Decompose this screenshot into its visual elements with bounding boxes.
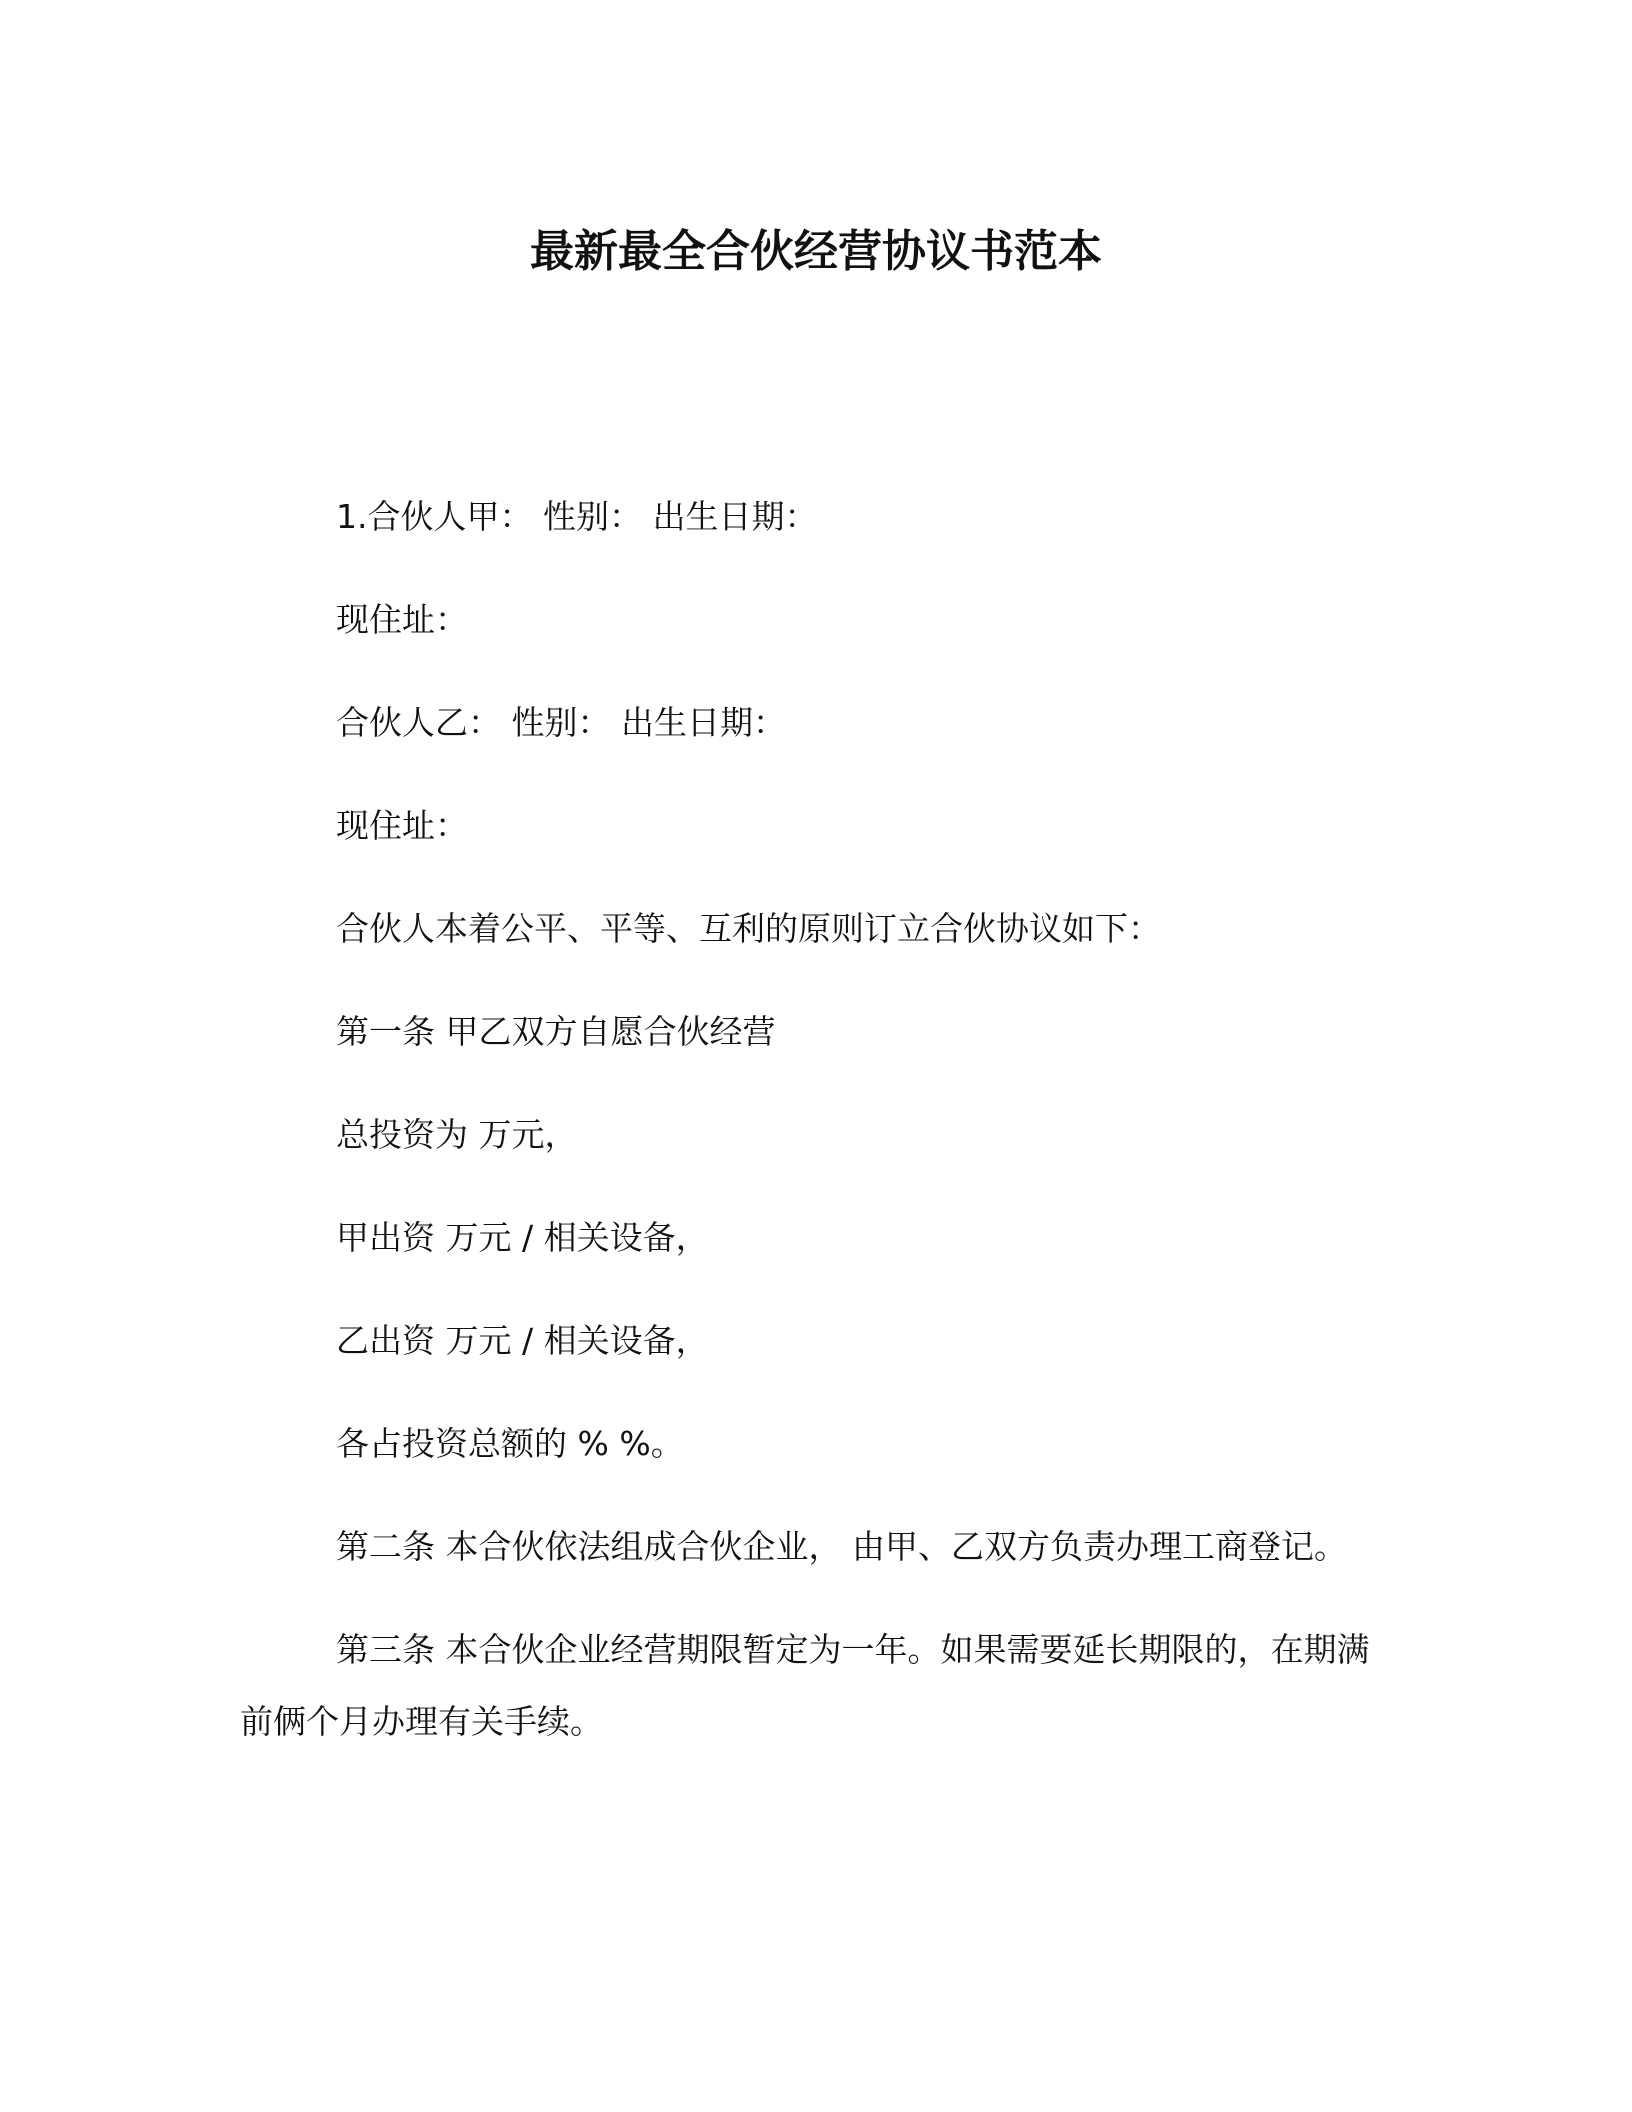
document-body [240, 494, 1396, 1802]
paragraph-agreement-intro: 合伙人本着公平、平等、互利的原则订立合伙协议如下： [336, 909, 1161, 948]
paragraph-partner-a-address: 现住址： [336, 600, 468, 639]
paragraph-article-2: 第二条 本合伙依法组成合伙企业， 由甲、乙双方负责办理工商登记。 [336, 1527, 1347, 1566]
paragraph-article-1: 第一条 甲乙双方自愿合伙经营 [336, 1012, 776, 1051]
paragraph-partner-b-contribution: 乙出资 万元 / 相关设备， [336, 1321, 709, 1360]
paragraph-investment-share: 各占投资总额的 % %。 [336, 1424, 684, 1463]
paragraph-partner-b: 合伙人乙： 性别： 出生日期： [336, 703, 786, 742]
document-title: 最新最全合伙经营协议书范本 [530, 226, 1102, 277]
paragraph-partner-a-contribution: 甲出资 万元 / 相关设备， [336, 1218, 709, 1257]
paragraph-partner-a: 1.合伙人甲： 性别： 出生日期： [336, 497, 818, 536]
paragraph-article-3: 第三条 本合伙企业经营期限暂定为一年。如果需要延长期限的，在期满前俩个月办理有关手续。 [240, 1630, 1370, 1741]
paragraph-partner-b-address: 现住址： [336, 806, 468, 845]
paragraph-total-investment: 总投资为 万元， [336, 1115, 578, 1154]
